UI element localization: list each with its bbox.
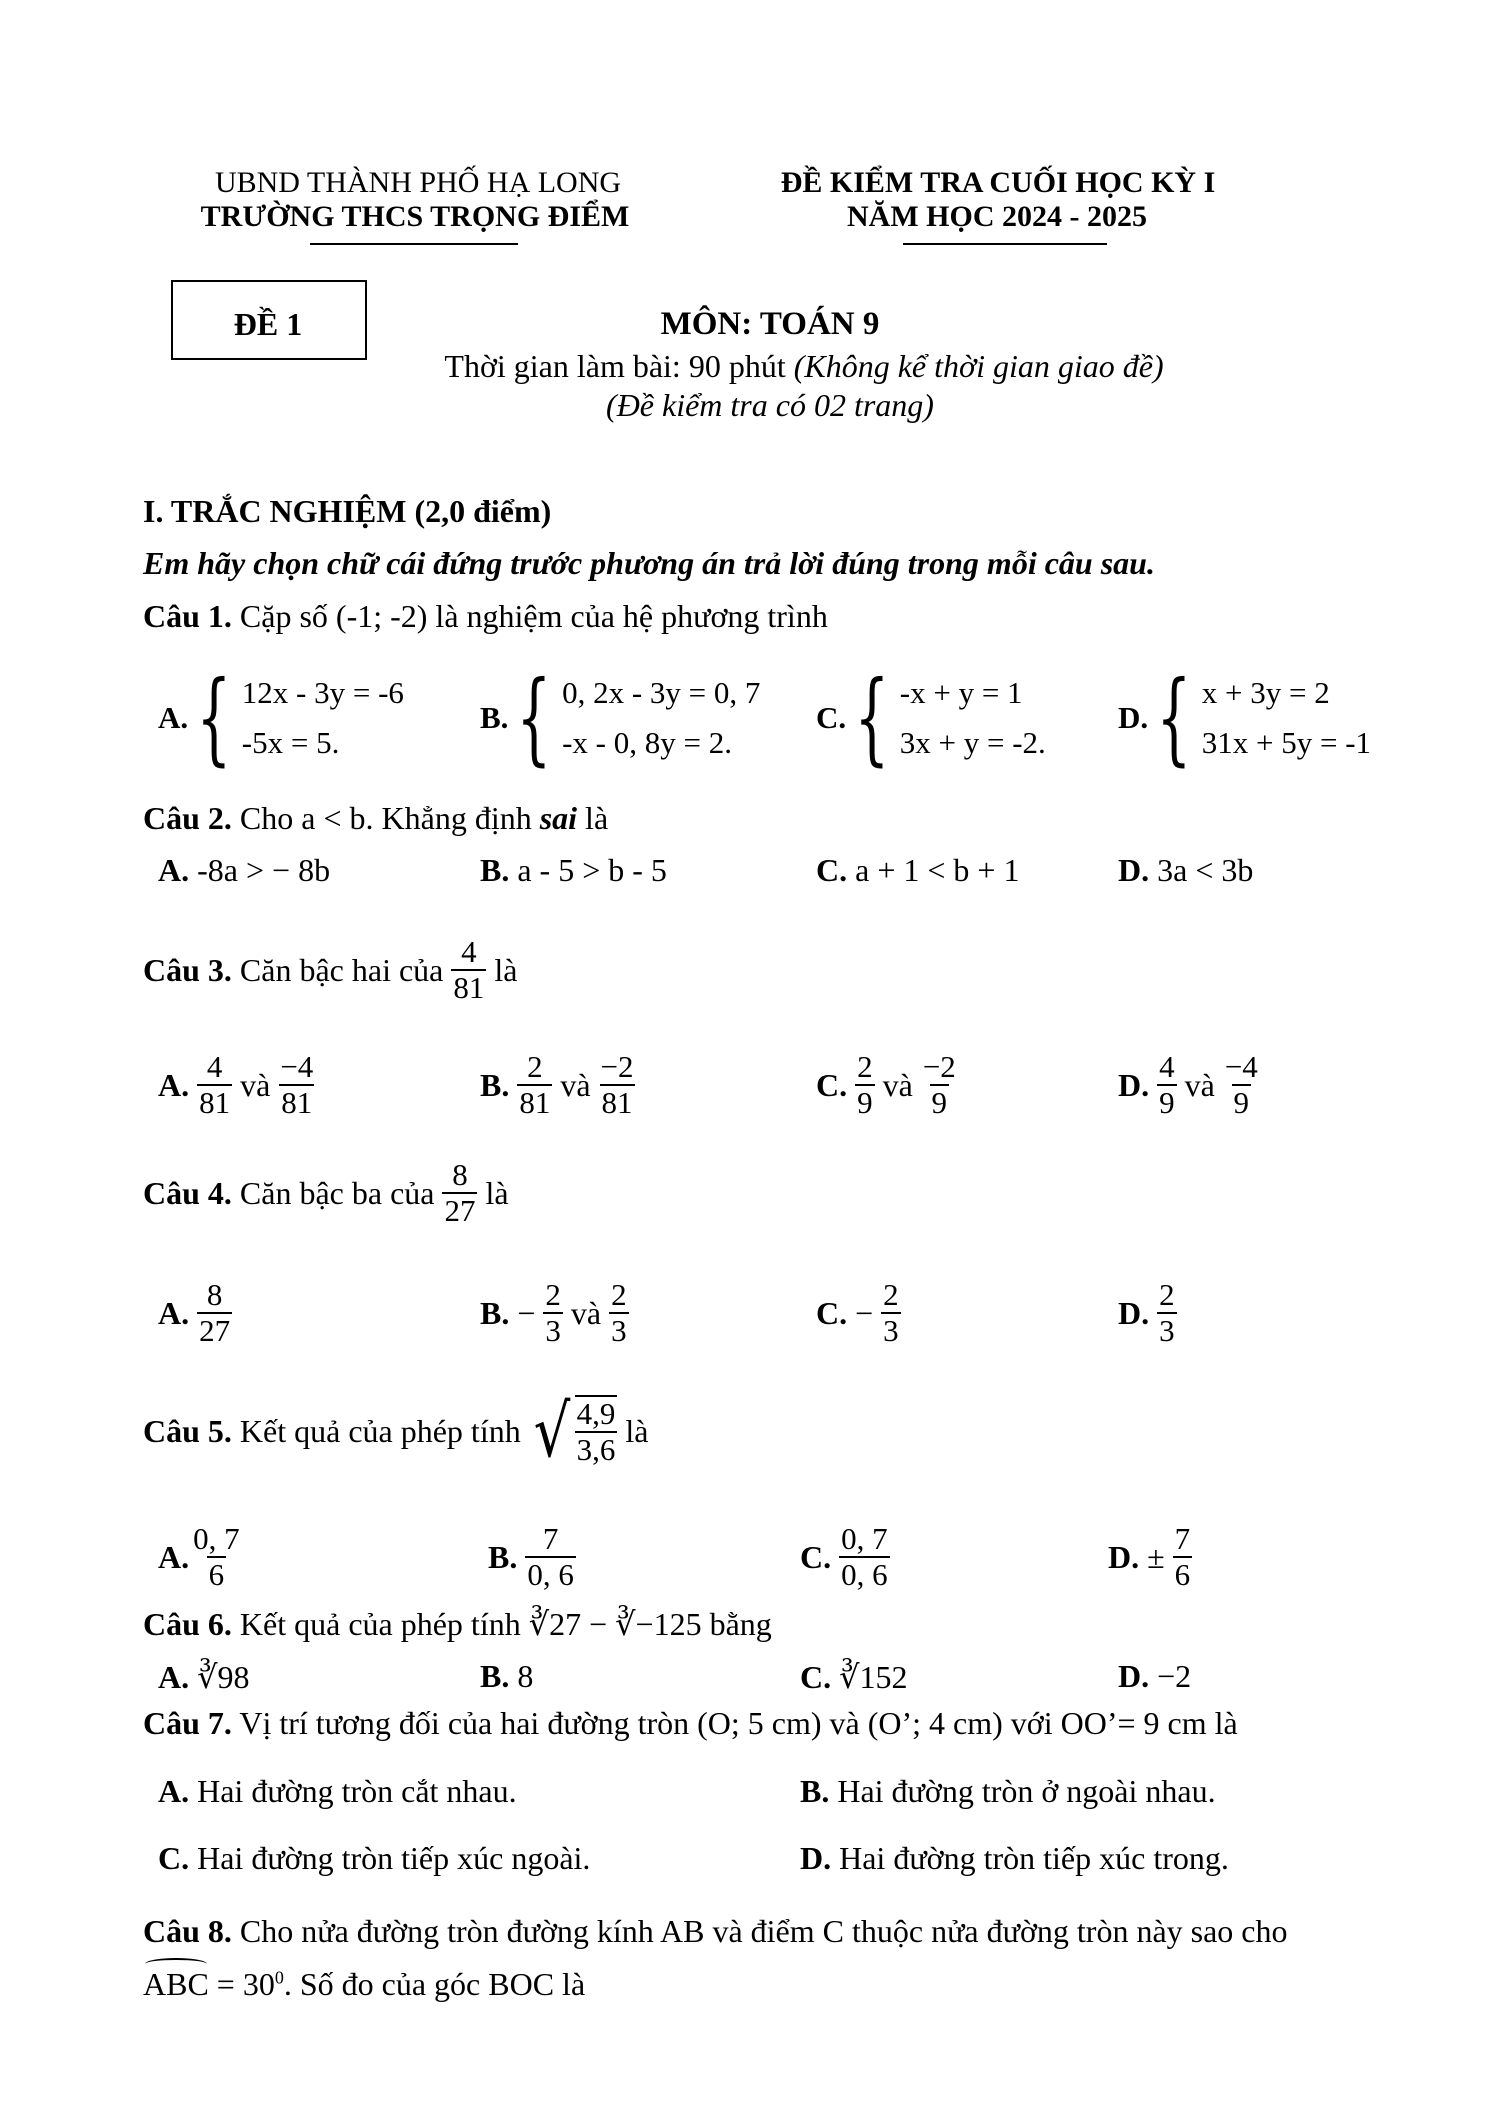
q1-option-b[interactable] bbox=[480, 659, 761, 776]
q1-option-c[interactable] bbox=[816, 659, 1046, 776]
q3-stem: Câu 3. Căn bậc hai của $\frac{4}{81}$ là bbox=[143, 934, 518, 1005]
subject: MÔN: TOÁN 9 bbox=[660, 306, 880, 342]
brace-icon: { bbox=[854, 659, 890, 776]
q5-option-d[interactable]: D. ± $\frac{7}{6}$ bbox=[1108, 1521, 1191, 1592]
q6-option-a[interactable]: A. ∛98 bbox=[158, 1659, 250, 1695]
q4-stem: Câu 4. Căn bậc ba của $\frac{8}{27}$ là bbox=[143, 1157, 509, 1228]
school-year: NĂM HỌC 2024 - 2025 bbox=[847, 200, 1147, 233]
equation-line: 0, 2x - 3y = 0, 7 bbox=[562, 675, 761, 710]
q5-stem: Câu 5. Kết quả của phép tính √ $\frac{4,9}{3,6}$ là bbox=[143, 1389, 649, 1473]
page-count: (Đề kiểm tra có 02 trang) bbox=[606, 387, 934, 423]
header-left-rule bbox=[310, 243, 518, 245]
option-label: C. bbox=[816, 700, 847, 735]
q8-stem: Câu 8. Cho nửa đường tròn đường kính AB và điểm C thuộc nửa đường tròn này sao cho bbox=[143, 1913, 1288, 1949]
q7-stem: Câu 7. Vị trí tương đối của hai đường tròn (O; 5 cm) và (O’; 4 cm) với OO’= 9 cm là bbox=[143, 1705, 1238, 1741]
q6-option-b[interactable]: B. 8 bbox=[480, 1658, 534, 1694]
school-authority: UBND THÀNH PHỐ HẠ LONG bbox=[214, 166, 622, 199]
q7-option-d[interactable]: D. Hai đường tròn tiếp xúc trong. bbox=[800, 1840, 1229, 1876]
q7-option-a[interactable]: A. Hai đường tròn cắt nhau. bbox=[158, 1773, 517, 1809]
header-right-rule bbox=[903, 243, 1107, 245]
option-label: D. bbox=[1118, 700, 1149, 735]
q2-option-d[interactable]: D. 3a < 3b bbox=[1118, 852, 1254, 888]
q5-option-b[interactable]: B. $\frac{7}{0, 6}$ bbox=[488, 1521, 574, 1592]
q6-stem: Câu 6. Kết quả của phép tính ∛27 − ∛−125 bằng bbox=[143, 1606, 772, 1642]
q7-option-c[interactable]: C. Hai đường tròn tiếp xúc ngoài. bbox=[158, 1840, 591, 1876]
brace-icon: { bbox=[196, 659, 232, 776]
q3-option-b[interactable]: B. $\frac{2}{81}$ và $\frac{-2}{81}$ bbox=[480, 1049, 634, 1120]
option-label: B. bbox=[480, 700, 509, 735]
equation-line: -5x = 5. bbox=[241, 725, 340, 760]
brace-icon: { bbox=[1156, 659, 1192, 776]
q3-option-a[interactable]: A. $\frac{4}{81}$ và $\frac{-4}{81}$ bbox=[158, 1049, 314, 1120]
equation-line: -x + y = 1 bbox=[899, 675, 1023, 710]
q1-option-a[interactable] bbox=[158, 659, 404, 776]
q2-option-b[interactable]: B. a - 5 > b - 5 bbox=[480, 852, 667, 888]
q4-option-d[interactable]: D. $\frac{2}{3}$ bbox=[1118, 1277, 1175, 1348]
exam-code: ĐỀ 1 bbox=[233, 306, 303, 342]
q3-option-d[interactable]: D. $\frac{4}{9}$ và $\frac{-4}{9}$ bbox=[1118, 1049, 1258, 1120]
square-root: √ $\frac{4,9}{3,6}$ bbox=[533, 1389, 616, 1473]
q1-stem: Câu 1. Cặp số (-1; -2) là nghiệm của hệ phương trình bbox=[143, 598, 828, 634]
q2-stem: Câu 2. Cho a < b. Khẳng định sai là bbox=[143, 800, 609, 836]
fraction: $\frac{8}{27}$ bbox=[444, 1157, 476, 1228]
q3-option-c[interactable]: C. $\frac{2}{9}$ và $\frac{-2}{9}$ bbox=[816, 1049, 956, 1120]
q4-option-b[interactable]: B. − $\frac{2}{3}$ và $\frac{2}{3}$ bbox=[480, 1277, 627, 1348]
q2-option-a[interactable]: A. -8a > − 8b bbox=[158, 852, 331, 888]
q5-option-c[interactable]: C. $\frac{0, 7}{0, 6}$ bbox=[800, 1521, 888, 1592]
q1-option-d[interactable] bbox=[1118, 659, 1372, 776]
q2-option-c[interactable]: C. a + 1 < b + 1 bbox=[816, 852, 1020, 888]
fraction: $\frac{4}{81}$ bbox=[453, 934, 485, 1005]
radical-icon: √ bbox=[533, 1389, 571, 1473]
q4-option-a[interactable]: A. $\frac{8}{27}$ bbox=[158, 1277, 231, 1348]
equation-line: -x - 0, 8y = 2. bbox=[562, 725, 732, 760]
exam-title: ĐỀ KIỂM TRA CUỐI HỌC KỲ I bbox=[780, 166, 1216, 199]
q7-option-b[interactable]: B. Hai đường tròn ở ngoài nhau. bbox=[800, 1773, 1216, 1809]
q5-option-a[interactable]: A. $\frac{0, 7}{6}$ bbox=[158, 1521, 240, 1592]
angle-symbol: ABC bbox=[143, 1966, 209, 2002]
section-instruction: Em hãy chọn chữ cái đứng trước phương án trả lời đúng trong mỗi câu sau. bbox=[143, 545, 1155, 581]
section-title: I. TRẮC NGHIỆM (2,0 điểm) bbox=[143, 493, 552, 529]
brace-icon: { bbox=[516, 659, 552, 776]
q8-stem-continued: ABC = $30^0$. Số đo của góc BOC là bbox=[143, 1966, 586, 2002]
q6-option-c[interactable]: C. ∛152 bbox=[800, 1659, 908, 1695]
equation-line: 12x - 3y = -6 bbox=[241, 675, 404, 710]
time-line: Thời gian làm bài: 90 phút (Không kể thời gian giao đề) bbox=[444, 348, 1164, 384]
equation-line: 31x + 5y = -1 bbox=[1201, 725, 1372, 760]
equation-line: x + 3y = 2 bbox=[1201, 675, 1330, 710]
q4-option-c[interactable]: C. − $\frac{2}{3}$ bbox=[816, 1277, 899, 1348]
option-label: A. bbox=[158, 700, 189, 735]
school-name: TRƯỜNG THCS TRỌNG ĐIỂM bbox=[200, 200, 630, 233]
equation-line: 3x + y = -2. bbox=[899, 725, 1046, 760]
q6-option-d[interactable]: D. −2 bbox=[1118, 1658, 1192, 1694]
